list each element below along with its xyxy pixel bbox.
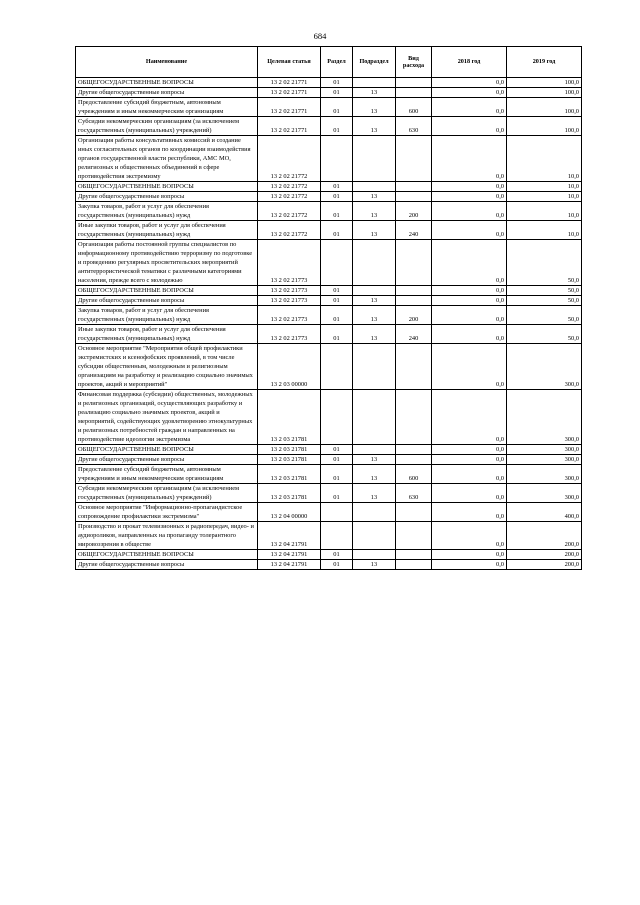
table-row [76,522,582,550]
cell-section: 01 [321,88,353,98]
cell-2019: 10,0 [507,202,582,221]
cell-2018: 0,0 [432,296,507,306]
cell-2018: 0,0 [432,78,507,88]
cell-name: Основное мероприятие "Мероприятия общей профилактики экстремистских и ксенофобских проявлений, в том числе субсидии общественным, молодежным и религиозным организациям на разработку и реализацию социально значимых проектов, акций и мероприятий" [76,344,258,390]
cell-code: 13 2 02 21773 [258,306,321,325]
cell-section [321,344,353,390]
cell-expense-type [396,240,432,286]
cell-section: 01 [321,117,353,136]
cell-code: 13 2 02 21772 [258,136,321,182]
cell-name: Основное мероприятие "Информационно-пропагандистское сопровождение профилактики экстремизма" [76,503,258,522]
table-row [76,202,582,221]
cell-section [321,522,353,550]
cell-code: 13 2 03 21781 [258,484,321,503]
cell-expense-type: 600 [396,465,432,484]
cell-2018: 0,0 [432,522,507,550]
cell-expense-type: 200 [396,202,432,221]
cell-subsection: 13 [353,455,396,465]
cell-name: Организация работы постоянной группы специалистов по информационному противодействию терроризму по подготовке и проведению регулярных просветительских мероприятий антитеррористической тематики с различными категориями населения, прежде всего с молодежью [76,240,258,286]
cell-2019: 400,0 [507,503,582,522]
cell-2018: 0,0 [432,550,507,560]
cell-code: 13 2 03 21781 [258,455,321,465]
table-row [76,455,582,465]
cell-section: 01 [321,306,353,325]
table-header-row [76,47,582,78]
table-row [76,286,582,296]
table-row [76,503,582,522]
cell-expense-type [396,136,432,182]
cell-2019: 50,0 [507,286,582,296]
cell-2019: 50,0 [507,296,582,306]
cell-expense-type [396,88,432,98]
cell-section: 01 [321,98,353,117]
cell-2018: 0,0 [432,325,507,344]
cell-2019: 200,0 [507,560,582,570]
cell-subsection: 13 [353,325,396,344]
cell-subsection [353,445,396,455]
cell-2019: 300,0 [507,465,582,484]
cell-section [321,240,353,286]
cell-subsection [353,390,396,445]
cell-name: ОБЩЕГОСУДАРСТВЕННЫЕ ВОПРОСЫ [76,182,258,192]
table-row [76,445,582,455]
table-row [76,344,582,390]
cell-section: 01 [321,445,353,455]
cell-subsection: 13 [353,221,396,240]
cell-expense-type [396,560,432,570]
cell-code: 13 2 04 00000 [258,503,321,522]
cell-code: 13 2 02 21772 [258,221,321,240]
cell-expense-type: 240 [396,221,432,240]
cell-subsection [353,503,396,522]
cell-section: 01 [321,78,353,88]
cell-code: 13 2 02 21772 [258,192,321,202]
cell-code: 13 2 04 21791 [258,560,321,570]
cell-2019: 100,0 [507,98,582,117]
cell-2019: 300,0 [507,484,582,503]
table-row [76,560,582,570]
cell-code: 13 2 02 21773 [258,286,321,296]
cell-code: 13 2 03 21781 [258,465,321,484]
cell-expense-type [396,182,432,192]
cell-section: 01 [321,286,353,296]
cell-2018: 0,0 [432,136,507,182]
cell-name: Финансовая поддержка (субсидии) общественных, молодежных и религиозных организаций, осуществляющих разработку и реализацию социально значимых проектов, акций и мероприятий, содействующих удовлетворению этнокультурных и религиозных потребностей граждан и направленных на противодействие идеологии экстремизма [76,390,258,445]
cell-name: ОБЩЕГОСУДАРСТВЕННЫЕ ВОПРОСЫ [76,78,258,88]
cell-section: 01 [321,202,353,221]
cell-expense-type [396,390,432,445]
budget-table [75,46,582,570]
cell-2019: 300,0 [507,390,582,445]
cell-name: ОБЩЕГОСУДАРСТВЕННЫЕ ВОПРОСЫ [76,286,258,296]
cell-code: 13 2 02 21771 [258,98,321,117]
cell-code: 13 2 02 21771 [258,88,321,98]
cell-code: 13 2 04 21791 [258,522,321,550]
cell-code: 13 2 04 21791 [258,550,321,560]
cell-subsection: 13 [353,88,396,98]
cell-section: 01 [321,560,353,570]
header-2019: 2019 год [507,47,582,78]
table-row [76,221,582,240]
table-row [76,117,582,136]
cell-name: Другие общегосударственные вопросы [76,560,258,570]
cell-section [321,136,353,182]
cell-section [321,503,353,522]
cell-expense-type: 630 [396,484,432,503]
cell-name: Производство и прокат телевизионных и радиопередач, видео- и аудиороликов, направленных на пропаганду толерантного мировоззрения в обществе [76,522,258,550]
cell-name: Предоставление субсидий бюджетным, автономным учреждениям и иным некоммерческим организациям [76,465,258,484]
cell-2018: 0,0 [432,192,507,202]
cell-section: 01 [321,465,353,484]
cell-subsection: 13 [353,202,396,221]
cell-2018: 0,0 [432,465,507,484]
table-row [76,465,582,484]
cell-2019: 50,0 [507,306,582,325]
cell-2019: 200,0 [507,550,582,560]
cell-subsection [353,78,396,88]
cell-expense-type [396,78,432,88]
cell-2018: 0,0 [432,286,507,296]
cell-name: Организация работы консультативных комиссий и создание иных согласительных органов по координации взаимодействия органов государственной власти республики, АМС МО, религиозных и общественных объединений в сфере противодействия экстремизму [76,136,258,182]
table-row [76,136,582,182]
cell-section: 01 [321,182,353,192]
cell-code: 13 2 02 21773 [258,240,321,286]
cell-2018: 0,0 [432,240,507,286]
cell-2018: 0,0 [432,390,507,445]
cell-subsection: 13 [353,296,396,306]
cell-code: 13 2 02 21773 [258,325,321,344]
cell-2019: 200,0 [507,522,582,550]
cell-subsection [353,240,396,286]
cell-subsection [353,522,396,550]
cell-2018: 0,0 [432,503,507,522]
cell-name: Закупка товаров, работ и услуг для обеспечения государственных (муниципальных) нужд [76,202,258,221]
table-row [76,296,582,306]
cell-subsection: 13 [353,465,396,484]
cell-expense-type [396,296,432,306]
cell-subsection [353,286,396,296]
cell-2019: 100,0 [507,117,582,136]
page-number: 684 [313,31,327,41]
cell-2019: 50,0 [507,240,582,286]
cell-2019: 300,0 [507,344,582,390]
cell-subsection: 13 [353,192,396,202]
cell-expense-type [396,286,432,296]
header-section: Раздел [321,47,353,78]
cell-section: 01 [321,455,353,465]
cell-expense-type: 600 [396,98,432,117]
cell-name: Другие общегосударственные вопросы [76,192,258,202]
cell-code: 13 2 02 21771 [258,78,321,88]
cell-code: 13 2 02 21772 [258,182,321,192]
cell-subsection [353,550,396,560]
cell-expense-type: 630 [396,117,432,136]
table-row [76,182,582,192]
cell-name: Другие общегосударственные вопросы [76,455,258,465]
cell-section: 01 [321,484,353,503]
cell-subsection [353,344,396,390]
cell-subsection: 13 [353,306,396,325]
cell-code: 13 2 03 21781 [258,390,321,445]
cell-2019: 100,0 [507,88,582,98]
cell-2019: 10,0 [507,136,582,182]
table-row [76,325,582,344]
cell-section: 01 [321,221,353,240]
cell-section: 01 [321,325,353,344]
table-row [76,550,582,560]
cell-2018: 0,0 [432,182,507,192]
cell-2018: 0,0 [432,221,507,240]
table-row [76,306,582,325]
cell-code: 13 2 03 00000 [258,344,321,390]
cell-2018: 0,0 [432,117,507,136]
cell-expense-type [396,522,432,550]
cell-2018: 0,0 [432,455,507,465]
cell-subsection: 13 [353,560,396,570]
table-row [76,240,582,286]
cell-section: 01 [321,296,353,306]
cell-2019: 10,0 [507,221,582,240]
cell-name: Субсидии некоммерческим организациям (за исключением государственных (муниципальных) учреждений) [76,117,258,136]
header-2018: 2018 год [432,47,507,78]
table-row [76,192,582,202]
cell-name: Субсидии некоммерческим организациям (за исключением государственных (муниципальных) учреждений) [76,484,258,503]
cell-2019: 100,0 [507,78,582,88]
cell-expense-type [396,192,432,202]
cell-2018: 0,0 [432,560,507,570]
cell-2018: 0,0 [432,202,507,221]
header-name: Наименование [76,47,258,78]
cell-2019: 300,0 [507,445,582,455]
cell-section: 01 [321,192,353,202]
cell-subsection [353,182,396,192]
cell-expense-type: 200 [396,306,432,325]
cell-expense-type [396,550,432,560]
cell-subsection: 13 [353,98,396,117]
table-row [76,390,582,445]
table-row [76,98,582,117]
cell-2018: 0,0 [432,306,507,325]
cell-section [321,390,353,445]
cell-expense-type: 240 [396,325,432,344]
cell-2019: 10,0 [507,192,582,202]
cell-2018: 0,0 [432,445,507,455]
header-code: Целевая статья [258,47,321,78]
cell-name: ОБЩЕГОСУДАРСТВЕННЫЕ ВОПРОСЫ [76,550,258,560]
table-row [76,484,582,503]
header-subsection: Подраздел [353,47,396,78]
cell-2019: 10,0 [507,182,582,192]
cell-expense-type [396,445,432,455]
header-expense-type: Вид расхода [396,47,432,78]
cell-name: Другие общегосударственные вопросы [76,296,258,306]
cell-section: 01 [321,550,353,560]
table-row [76,88,582,98]
cell-subsection [353,136,396,182]
cell-code: 13 2 02 21771 [258,117,321,136]
cell-name: ОБЩЕГОСУДАРСТВЕННЫЕ ВОПРОСЫ [76,445,258,455]
cell-name: Предоставление субсидий бюджетным, автономным учреждениям и иным некоммерческим организациям [76,98,258,117]
cell-expense-type [396,455,432,465]
table-row [76,78,582,88]
cell-name: Закупка товаров, работ и услуг для обеспечения государственных (муниципальных) нужд [76,306,258,325]
cell-name: Другие общегосударственные вопросы [76,88,258,98]
cell-2018: 0,0 [432,344,507,390]
cell-name: Иные закупки товаров, работ и услуг для обеспечения государственных (муниципальных) нужд [76,221,258,240]
cell-name: Иные закупки товаров, работ и услуг для обеспечения государственных (муниципальных) нужд [76,325,258,344]
cell-code: 13 2 02 21773 [258,296,321,306]
cell-2019: 50,0 [507,325,582,344]
cell-2018: 0,0 [432,484,507,503]
cell-2018: 0,0 [432,88,507,98]
cell-subsection: 13 [353,484,396,503]
cell-2018: 0,0 [432,98,507,117]
cell-subsection: 13 [353,117,396,136]
cell-expense-type [396,344,432,390]
cell-code: 13 2 02 21772 [258,202,321,221]
cell-code: 13 2 03 21781 [258,445,321,455]
cell-2019: 300,0 [507,455,582,465]
cell-expense-type [396,503,432,522]
